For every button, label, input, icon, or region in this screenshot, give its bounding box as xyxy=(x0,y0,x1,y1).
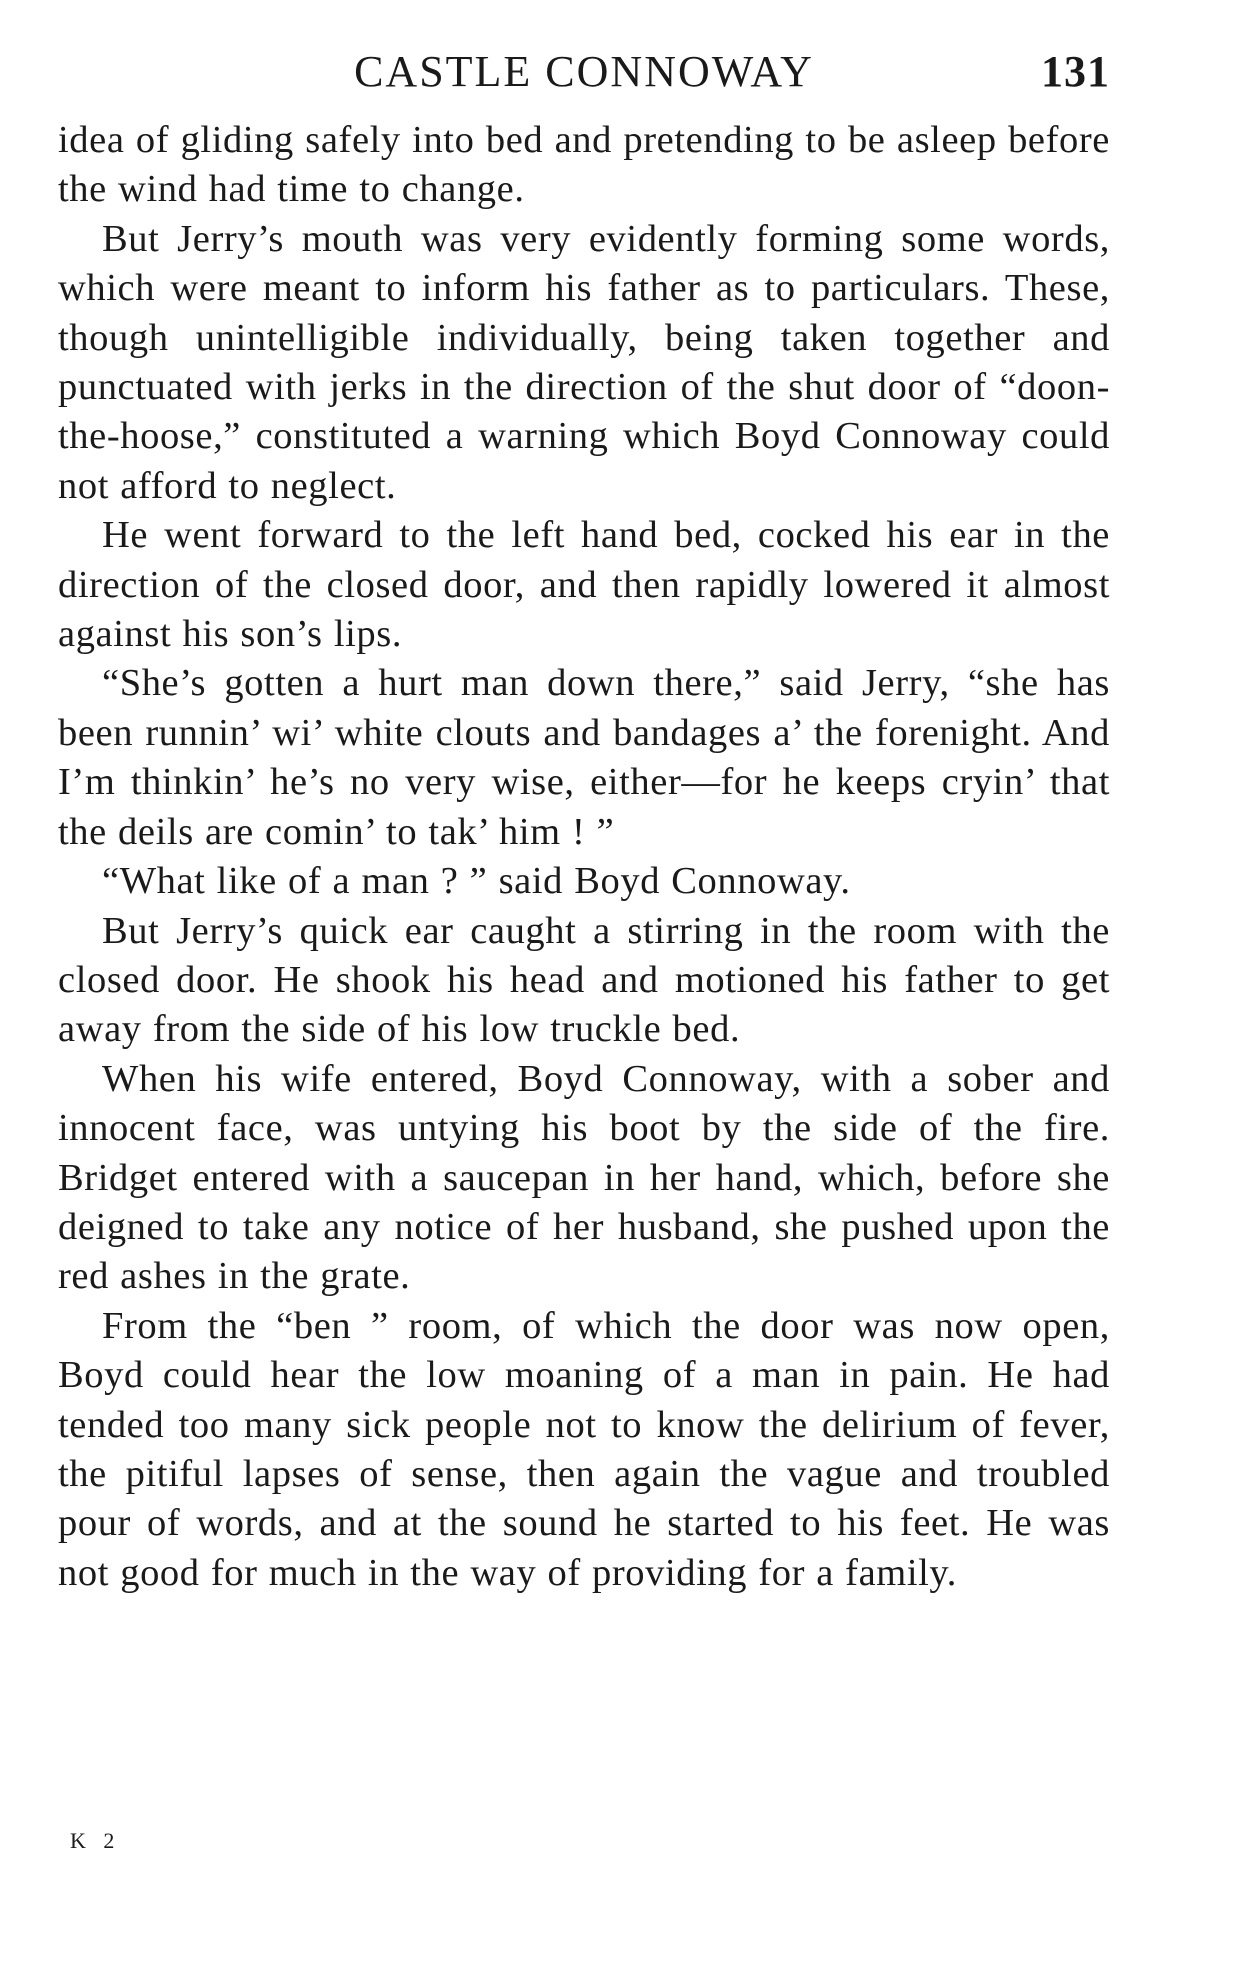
paragraph: idea of gliding safely into bed and pretending to be asleep before the wind had time to change. xyxy=(58,119,1110,211)
paragraph: From the “ben ” room, of which the door was now open, Boyd could hear the low moaning of a man in pain. He had tended too many sick people not to know the delirium of fever, the pitiful lapses of sense, then again the vague and troubled pour of words, and at the sound he started to his feet. He was not good for much in the way of providing for a family. xyxy=(58,1304,1110,1594)
paragraph: But Jerry’s quick ear caught a stirring in the room with the closed door. He shook his head and motioned his father to get away from the side of his low truckle bed. xyxy=(58,909,1110,1051)
paragraph: “What like of a man ? ” said Boyd Connoway. xyxy=(102,860,851,903)
running-title: CASTLE CONNOWAY xyxy=(354,47,814,96)
paragraph: “She’s gotten a hurt man down there,” said Jerry, “she has been runnin’ wi’ white clouts and bandages a’ the forenight. And I’m thinkin’ he’s no very wise, either—for he keeps cryin’ that the deils are comin’ to tak’ him ! ” xyxy=(58,662,1110,853)
page-number: 131 xyxy=(1041,47,1110,96)
signature-mark: K 2 xyxy=(70,1828,121,1853)
running-head xyxy=(58,40,1110,112)
paragraph: He went forward to the left hand bed, cocked his ear in the direction of the closed door, and then rapidly lowered it almost against his son’s lips. xyxy=(58,514,1110,656)
paragraph: When his wife entered, Boyd Connoway, with a sober and innocent face, was untying his boot by the side of the fire. Bridget entered with a saucepan in her hand, which, before she deigned to take any notice of her husband, she pushed upon the red ashes in the grate. xyxy=(58,1057,1110,1298)
paragraph: But Jerry’s mouth was very evidently forming some words, which were meant to inform his father as to particulars. These, though unintelligible individually, being taken together and punctuated with jerks in the direction of the shut door of “doon-the-hoose,” constituted a warning which Boyd Connoway could not afford to neglect. xyxy=(58,217,1110,507)
book-page xyxy=(58,40,1110,1940)
text-body xyxy=(58,116,1110,1598)
